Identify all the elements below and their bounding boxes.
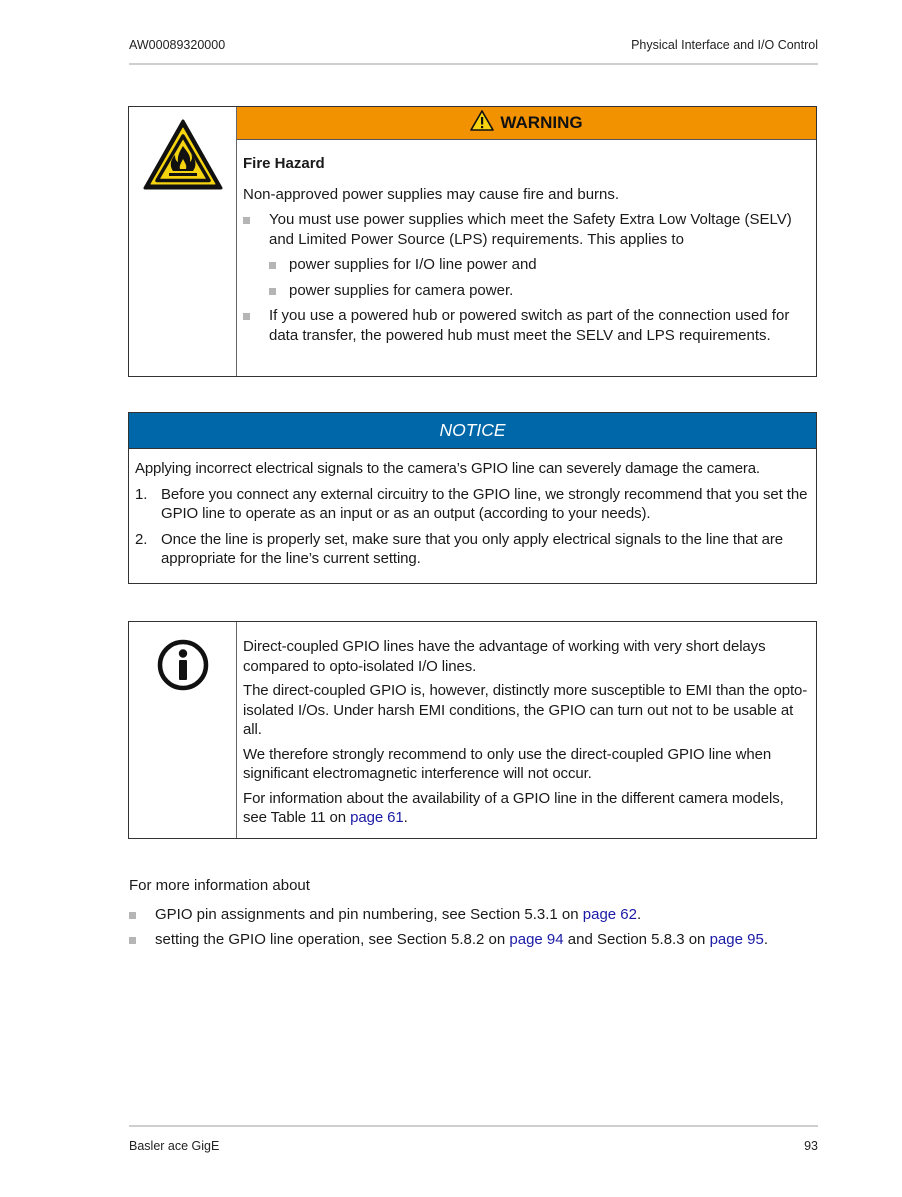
bullet-square-icon	[129, 937, 136, 944]
page-95-link[interactable]: page 95	[709, 931, 764, 948]
notice-list-item: 1. Before you connect any external circuitry to the GPIO line, we strongly recommend that you set the GPIO line to operate as an input or as an output (according to your needs).	[135, 485, 808, 522]
more-info-section	[129, 876, 829, 956]
bullet-square-icon	[269, 288, 276, 295]
page-61-link[interactable]: page 61	[350, 809, 404, 826]
page-number: 93	[804, 1139, 818, 1153]
notice-box	[128, 412, 817, 584]
notice-banner	[129, 413, 816, 449]
info-icon-column	[129, 622, 237, 838]
warning-intro: Non-approved power supplies may cause fire and burns.	[243, 185, 620, 203]
warning-triangle-icon	[470, 110, 494, 136]
list-number: 2.	[135, 530, 148, 548]
product-name: Basler ace GigE	[129, 1139, 220, 1153]
warning-bullet: If you use a powered hub or powered switch as part of the connection used for data transfer, the powered hub must meet the SELV and LPS requirements.	[243, 306, 810, 345]
info-paragraph: Direct-coupled GPIO lines have the advantage of working with very short delays compared to opto-isolated I/O lines.	[243, 638, 766, 675]
section-title: Physical Interface and I/O Control	[631, 38, 818, 52]
bullet-square-icon	[243, 313, 250, 320]
info-paragraph: The direct-coupled GPIO is, however, distinctly more susceptible to EMI than the opto-isolated I/Os. Under harsh EMI conditions, the GPIO can turn out not to be usable at all.	[243, 682, 808, 738]
more-info-item: GPIO pin assignments and pin numbering, see Section 5.3.1 on page 62.	[129, 905, 829, 925]
bullet-square-icon	[243, 217, 250, 224]
notice-list-item: 2. Once the line is properly set, make sure that you only apply electrical signals to the line that are appropriate for the line’s current setting.	[135, 530, 784, 567]
warning-label: WARNING	[500, 113, 583, 132]
document-id: AW00089320000	[129, 38, 226, 52]
header-divider	[129, 63, 818, 65]
more-info-item: setting the GPIO line operation, see Section 5.8.2 on page 94 and Section 5.8.3 on page 95.	[129, 930, 829, 950]
more-info-intro: For more information about	[129, 877, 310, 894]
page-footer	[129, 1139, 818, 1153]
page-94-link[interactable]: page 94	[509, 931, 564, 948]
warning-title: Fire Hazard	[243, 155, 325, 172]
info-paragraph: For information about the availability of a GPIO line in the different camera models, see Table 11 on page 61.	[243, 789, 784, 826]
bullet-square-icon	[269, 262, 276, 269]
warning-sub-bullet: power supplies for I/O line power and	[269, 255, 810, 275]
list-number: 1.	[135, 485, 148, 503]
warning-bullet: You must use power supplies which meet the Safety Extra Low Voltage (SELV) and Limited Power Source (LPS) requirements. This applies to power supplies for I/O line power and power supplies for camera power.	[243, 210, 810, 300]
page-header	[129, 38, 818, 52]
footer-divider	[129, 1125, 818, 1127]
info-paragraph: We therefore strongly recommend to only use the direct-coupled GPIO line when significant electromagnetic interference will not occur.	[243, 745, 772, 782]
info-icon	[157, 639, 209, 696]
notice-label: NOTICE	[439, 420, 506, 440]
notice-intro: Applying incorrect electrical signals to the camera’s GPIO line can severely damage the camera.	[135, 460, 760, 477]
warning-banner	[237, 107, 816, 140]
page-62-link[interactable]: page 62	[582, 905, 637, 923]
bullet-square-icon	[129, 912, 136, 919]
warning-sub-bullet: power supplies for camera power.	[269, 281, 810, 301]
warning-icon-column	[129, 107, 237, 376]
fire-hazard-icon	[143, 119, 223, 196]
info-box	[128, 621, 817, 839]
warning-box	[128, 106, 817, 377]
